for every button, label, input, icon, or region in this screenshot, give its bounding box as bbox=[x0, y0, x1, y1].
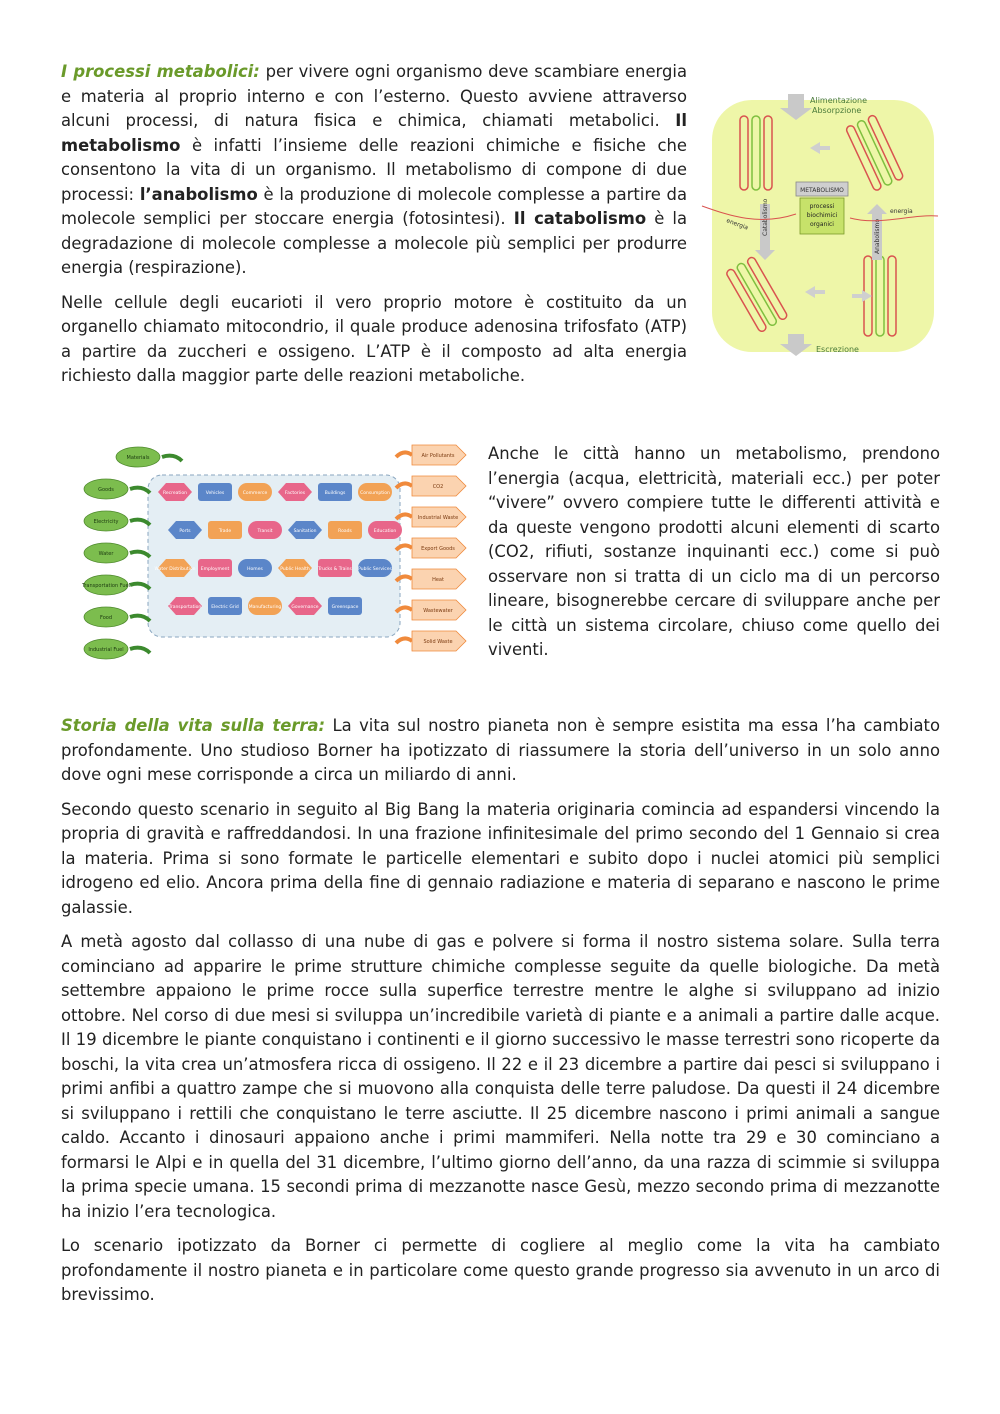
text-run: per vivere ogni organismo deve scambiare energia e materia al proprio interno e con l’esterno. Questo avviene attraverso alcuni processi, di natura fisica e chimica, chiamati metabolici. bbox=[61, 62, 687, 130]
text-run: è la degradazione di molecole complesse a molecole più semplici per produrre energia (respirazione). bbox=[61, 209, 688, 277]
label-organici: organici bbox=[810, 221, 834, 228]
node-label: Materials bbox=[126, 455, 150, 461]
node-label: Trucks & Trains bbox=[318, 567, 352, 572]
output-arrow-icon bbox=[396, 514, 412, 519]
node-label: Transportation bbox=[168, 605, 202, 610]
input-arrow-icon bbox=[130, 520, 150, 525]
input-arrow-icon bbox=[130, 552, 150, 557]
node-label: Trade bbox=[218, 529, 232, 534]
label-metabolismo: METABOLISMO bbox=[800, 187, 844, 194]
city-metabolism-diagram bbox=[80, 437, 475, 669]
term-metabolismo: Il metabolismo bbox=[61, 111, 687, 155]
history-heading: Storia della vita sulla terra: bbox=[61, 716, 326, 735]
city-metabolism-paragraph: Anche le città hanno un metabolismo, prendono l’energia (acqua, elettricità, materiali ecc.) per poter “vivere” ovvero compiere tutte le differenti attività e da queste vengono prodotti alcuni elementi di scarto (CO2, rifiuti, sostanze inquinanti ecc.) come si può osservare non si tratta di un ciclo ma di un percorso lineare, bisognerebbe cercare di sviluppare anche per le città un sistema circolare, chiuso come quello dei viventi. bbox=[488, 444, 940, 659]
node-label: Commerce bbox=[242, 491, 268, 496]
node-label: Education bbox=[373, 529, 397, 534]
node-label: Factories bbox=[284, 491, 306, 496]
node-label: Public Health bbox=[280, 567, 310, 572]
term-catabolismo: Il catabolismo bbox=[513, 209, 647, 228]
node-label: Industrial Waste bbox=[417, 515, 459, 521]
node-label: Recreation bbox=[162, 491, 188, 496]
node-label: Manufacturing bbox=[248, 605, 282, 610]
node-label: Public Services bbox=[358, 567, 392, 572]
label-energia-right: energia bbox=[890, 208, 913, 215]
output-arrow-icon bbox=[396, 545, 412, 550]
term-anabolismo: l’anabolismo bbox=[139, 184, 258, 204]
node-label: Export Goods bbox=[421, 546, 455, 552]
metabolism-heading: I processi metabolici: bbox=[61, 62, 260, 81]
history-section bbox=[61, 714, 940, 1318]
node-label: Electricity bbox=[93, 519, 119, 525]
metabolism-paragraph-1 bbox=[61, 60, 687, 281]
output-arrow-icon bbox=[396, 576, 412, 581]
node-label: Transportation Fuel bbox=[82, 583, 130, 589]
history-paragraph-1 bbox=[61, 714, 940, 788]
output-arrow-icon bbox=[396, 638, 412, 643]
input-arrow-icon bbox=[130, 648, 150, 653]
node-label: Vehicles bbox=[205, 491, 225, 496]
label-biochimici: biochimici bbox=[806, 212, 838, 219]
node-label: Industrial Fuel bbox=[88, 647, 124, 653]
text-run: La vita sul nostro pianeta non è sempre esistita ma essa l’ha cambiato profondamente. Uno studioso Borner ha ipotizzato di riassumere la storia dell’universo in un solo anno dove ogni mese corrisponde a circa un miliardo di anni. bbox=[61, 716, 940, 784]
label-processi: processi bbox=[809, 203, 835, 210]
metabolism-paragraph-2: Nelle cellule degli eucarioti il vero proprio motore è costituito da un organello chiamato mitocondrio, il quale produce adenosina trifosfato (ATP) a partire da zuccheri e ossigeno. L’ATP è il composto ad alta energia richiesto dalla maggior parte delle reazioni metaboliche. bbox=[61, 292, 687, 385]
label-anabolismo: Anabolismo bbox=[874, 218, 881, 254]
metabolism-section bbox=[61, 60, 687, 399]
history-paragraph-3: A metà agosto dal collasso di una nube di gas e polvere si forma il nostro sistema solare. Sulla terra cominciano ad apparire le prime strutture chimiche complesse seguite da quelle biologiche. Da metà settembre appaiono le prime rocce sulla superfice terrestre mentre le alghe si sviluppano ad inizio ottobre. Nel corso di due mesi si sviluppa un’incredibile varietà di piante e a animali a partire dalle acque. Il 19 dicembre le piante conquistano i continenti e il giorno successivo le masse terrestri sono ricoperte da boschi, la vita crea un’atmosfera ricca di ossigeno. Il 22 e il 23 dicembre a partire dai pesci si sviluppano i primi anfibi a quattro zampe che si muovono alla conquista delle terre paludose. Da questi il 24 dicembre si sviluppano i rettili che conquistano le terre asciutte. Il 25 dicembre nascono i primi animali a sangue caldo. Accanto i dinosauri appaiono anche i primi mammiferi. Nella notte tra 29 e 30 cominciano a formarsi le Alpi e in quella del 31 dicembre, l’ultimo giorno dell’anno, da una razza di scimmie si sviluppa la prima specie umana. 15 secondi prima di mezzanotte nasce Gesù, mezzo secondo prima di mezzanotte ha inizio l’era tecnologica. bbox=[61, 932, 940, 1221]
node-label: Roads bbox=[338, 529, 352, 534]
node-label: CO2 bbox=[432, 484, 444, 490]
label-alimentazione: Alimentazione bbox=[810, 96, 868, 105]
node-label: Buildings bbox=[324, 491, 346, 496]
history-paragraph-2: Secondo questo scenario in seguito al Big Bang la materia originaria comincia ad espandersi vincendo la propria di gravità e raffreddandosi. In una frazione infinitesimale del primo secondo del 1 Gennaio si crea la materia. Prima si sono formate le particelle elementari e subito dopo i nuclei atomici più semplici idrogeno ed elio. Ancora prima della fine di gennaio radiazione e materia di separano e nascono le prime galassie. bbox=[61, 799, 940, 917]
node-label: Greenspace bbox=[331, 605, 359, 610]
node-label: Water Distribution bbox=[154, 567, 196, 572]
node-label: Food bbox=[100, 615, 112, 621]
node-label: Wastewater bbox=[423, 608, 453, 614]
node-label: Employment bbox=[200, 567, 230, 572]
input-arrow-icon bbox=[130, 488, 150, 493]
text-run: è infatti l’insieme delle reazioni chimiche e fisiche che consentono la vita di un organismo. Il metabolismo di compone di due processi: bbox=[61, 135, 687, 204]
node-label: Heat bbox=[432, 577, 444, 583]
label-catabolismo: Catabolismo bbox=[762, 198, 769, 236]
output-arrow-icon bbox=[396, 483, 412, 488]
node-label: Water bbox=[98, 551, 114, 557]
history-paragraph-4: Lo scenario ipotizzato da Borner ci permette di cogliere al meglio come la vita ha cambiato profondamente il nostro pianeta e in particolare come questo grande progresso sia avvenuto in un arco di brevissimo. bbox=[61, 1236, 940, 1304]
node-label: Sanitation bbox=[293, 529, 317, 534]
node-label: Electric Grid bbox=[211, 605, 239, 610]
input-arrow-icon bbox=[162, 456, 182, 461]
label-absorpzione: Absorpzione bbox=[812, 106, 862, 115]
label-escrezione: Escrezione bbox=[816, 345, 859, 354]
outputs-group bbox=[396, 445, 466, 651]
node-label: Transit bbox=[257, 529, 273, 534]
label-energia-left: energia bbox=[725, 217, 750, 232]
text-run: è la produzione di molecole complesse a partire da molecole semplici per stoccare energia (fotosintesi). bbox=[61, 184, 687, 228]
metabolism-diagram bbox=[700, 86, 940, 366]
output-arrow-icon bbox=[396, 452, 412, 457]
node-label: Ports bbox=[179, 529, 191, 534]
output-arrow-icon bbox=[396, 607, 412, 612]
node-label: Solid Waste bbox=[423, 639, 453, 645]
node-label: Air Pollutants bbox=[421, 453, 455, 459]
input-arrow-icon bbox=[130, 616, 150, 621]
node-label: Homes bbox=[247, 567, 263, 572]
node-label: Governance bbox=[291, 605, 319, 610]
input-arrow-icon bbox=[130, 584, 150, 589]
node-label: Goods bbox=[98, 487, 114, 493]
node-label: Consumption bbox=[360, 491, 390, 496]
